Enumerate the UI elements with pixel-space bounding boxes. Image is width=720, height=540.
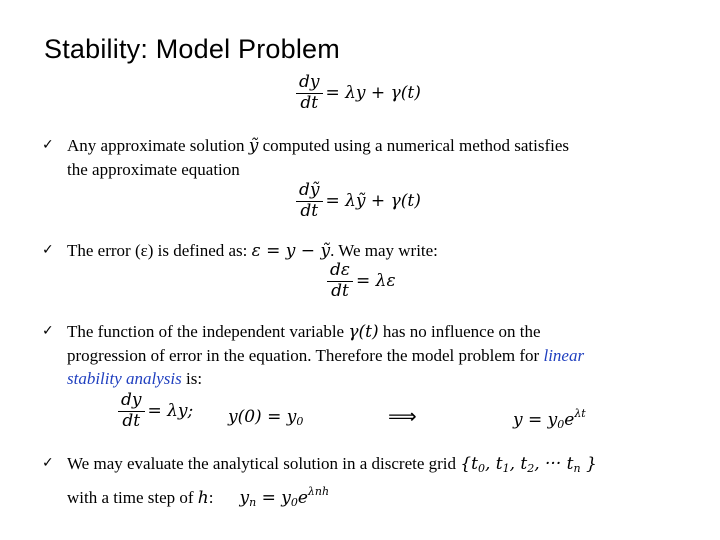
- grid-open: {t: [460, 454, 478, 474]
- main-eq-numerator: dy: [296, 74, 323, 94]
- model-solution-exponent: λt: [574, 407, 586, 420]
- grid-sub-2: 2: [527, 462, 535, 475]
- bullet-1: [67, 134, 569, 181]
- bullet-4-text: We may evaluate the analytical solution in a discrete grid: [67, 454, 461, 473]
- grid-sep-2: , t: [509, 454, 528, 474]
- grid-sep-1: , t: [484, 454, 503, 474]
- bullet-3-math: γ(t): [348, 322, 379, 342]
- bullet-4-colon: :: [208, 488, 214, 507]
- check-icon: ✓: [42, 323, 54, 339]
- model-initial-condition: [228, 407, 303, 428]
- approx-eq-numerator: dỹ: [296, 182, 323, 202]
- main-equation: [296, 74, 421, 113]
- check-icon: ✓: [42, 242, 54, 258]
- grid-sub-n: n: [573, 462, 581, 475]
- error-eq-numerator: dε: [327, 262, 353, 282]
- approx-equation: [296, 182, 421, 221]
- model-solution-exp-base: e: [564, 410, 575, 430]
- bullet-3-text-cont: has no influence on the: [378, 322, 541, 341]
- model-ic-subscript: 0: [296, 415, 304, 428]
- bullet-3-text: The function of the independent variable: [67, 322, 349, 341]
- grid-sol-exponent: λnh: [307, 485, 330, 498]
- approx-eq-denominator: dt: [300, 200, 319, 221]
- bullet-1-text: Any approximate solution: [67, 136, 249, 155]
- bullet-2-text-cont: . We may write:: [330, 241, 438, 260]
- bullet-3: [67, 320, 584, 390]
- grid-close: }: [580, 454, 597, 474]
- bullet-2-text: The error (ε) is defined as:: [67, 241, 252, 260]
- model-solution-text: y = y: [513, 410, 558, 430]
- bullet-1-var: ỹ: [248, 136, 259, 156]
- model-eq-numerator: dy: [118, 392, 145, 412]
- bullet-4: [67, 452, 597, 514]
- grid-dots: , ··· t: [534, 454, 574, 474]
- bullet-3-line3: is:: [181, 369, 203, 388]
- grid-sol-sub-n: n: [249, 496, 257, 509]
- grid-sol-exp-base: e: [297, 488, 308, 508]
- error-eq-denominator: dt: [331, 280, 349, 301]
- grid-sol-sub-0: 0: [290, 496, 298, 509]
- model-ic-text: y(0) = y: [228, 407, 297, 427]
- model-equation: [118, 392, 193, 431]
- time-step-h: h: [197, 488, 209, 508]
- model-solution: [513, 407, 586, 431]
- approx-eq-rhs: = λỹ + γ(t): [325, 191, 421, 212]
- bullet-2: [67, 239, 438, 263]
- bullet-3-emphasis-linear: linear: [543, 346, 585, 365]
- main-eq-rhs: = λy + γ(t): [325, 83, 421, 104]
- grid-sol-y: y: [239, 488, 250, 508]
- bullet-2-math: ε = y − ỹ: [251, 241, 331, 261]
- bullet-1-line2: the approximate equation: [67, 160, 240, 179]
- grid-solution: [239, 485, 330, 509]
- model-solution-subscript: 0: [557, 418, 565, 431]
- check-icon: ✓: [42, 455, 54, 471]
- implies-arrow: ⟹: [388, 404, 417, 428]
- bullet-1-text-cont: computed using a numerical method satisfies: [258, 136, 570, 155]
- discrete-grid: [460, 454, 597, 474]
- bullet-3-line2: progression of error in the equation. Therefore the model problem for: [67, 346, 544, 365]
- model-eq-rhs: = λy;: [147, 401, 194, 422]
- main-eq-denominator: dt: [300, 92, 319, 113]
- error-eq-rhs: = λε: [356, 271, 396, 292]
- slide-title: Stability: Model Problem: [44, 34, 340, 64]
- check-icon: ✓: [42, 137, 54, 153]
- grid-sub-1: 1: [502, 462, 510, 475]
- grid-sub-0: 0: [477, 462, 485, 475]
- model-eq-denominator: dt: [122, 410, 141, 431]
- bullet-4-line2: with a time step of: [67, 488, 198, 507]
- error-equation: [327, 262, 396, 301]
- bullet-3-emphasis-stability: stability analysis: [67, 369, 182, 388]
- grid-sol-mid: = y: [256, 488, 291, 508]
